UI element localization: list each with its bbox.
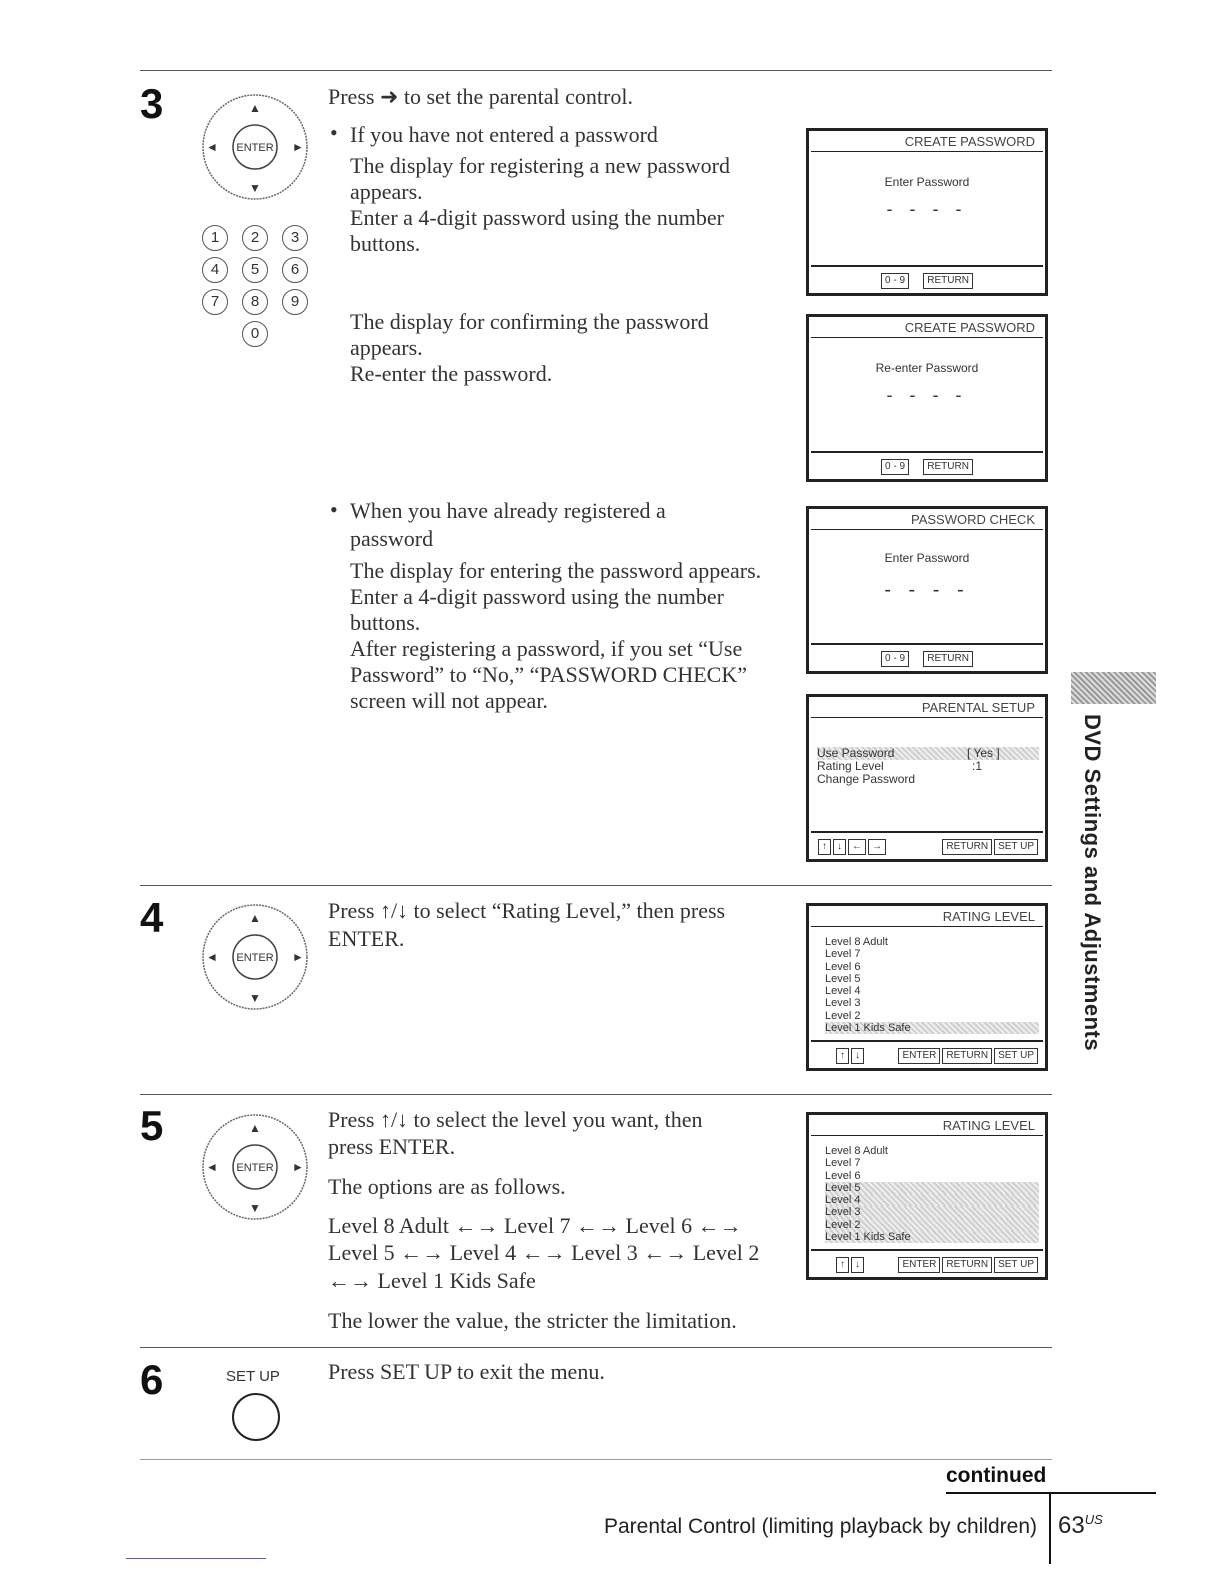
svg-text:▲: ▲ bbox=[249, 1121, 261, 1135]
svg-text:ENTER: ENTER bbox=[236, 142, 274, 154]
step3-b1-line5: The display for confirming the password bbox=[350, 309, 709, 334]
osd-key-return: RETURN bbox=[923, 651, 973, 667]
svg-text:◄: ◄ bbox=[206, 1160, 218, 1174]
step5-line7: The lower the value, the stricter the limitation. bbox=[328, 1308, 737, 1333]
number-button-5: 5 bbox=[242, 257, 268, 283]
step5-line5: Level 5 ←→ Level 4 ←→ Level 3 ←→ Level 2 bbox=[328, 1240, 760, 1265]
step-number-6: 6 bbox=[140, 1356, 164, 1403]
osd-title: PARENTAL SETUP bbox=[921, 700, 1035, 715]
osd-title: RATING LEVEL bbox=[942, 1118, 1035, 1133]
enter-dial-icon bbox=[200, 902, 310, 1012]
osd-title: RATING LEVEL bbox=[942, 909, 1035, 924]
number-button-6: 6 bbox=[282, 257, 308, 283]
svg-text:▲: ▲ bbox=[249, 911, 261, 925]
number-button-9: 9 bbox=[282, 289, 308, 315]
osd-key-return: RETURN bbox=[942, 1048, 992, 1064]
page-number bbox=[1058, 1512, 1103, 1540]
right-arrow-icon: → bbox=[868, 839, 886, 855]
osd-key-setup: SET UP bbox=[994, 839, 1038, 855]
svg-text:▼: ▼ bbox=[249, 1201, 261, 1215]
step3-b2-line5: Password” to “No,” “PASSWORD CHECK” bbox=[350, 662, 748, 687]
osd-level-item: Level 6 bbox=[825, 960, 861, 973]
section-tab-marker bbox=[1071, 672, 1156, 704]
down-arrow-icon: ↓ bbox=[833, 839, 846, 855]
svg-text:▼: ▼ bbox=[249, 991, 261, 1005]
step3-bullet1-heading: If you have not entered a password bbox=[350, 122, 658, 147]
osd-prompt: Re-enter Password bbox=[875, 361, 979, 375]
osd-key-numbers: 0 - 9 bbox=[881, 651, 909, 667]
osd-row-label: Rating Level bbox=[817, 759, 884, 773]
step3-b2-line6: screen will not appear. bbox=[350, 688, 548, 713]
osd-password-dashes: - - - - bbox=[886, 199, 968, 219]
step4-line2: ENTER. bbox=[328, 926, 405, 951]
top-rule bbox=[140, 70, 1052, 71]
osd-level-item: Level 4 bbox=[825, 985, 861, 998]
osd-level-item: Level 6 bbox=[825, 1169, 861, 1182]
osd-key-return: RETURN bbox=[923, 459, 973, 475]
osd-arrow-keys bbox=[835, 1257, 865, 1273]
osd-arrow-keys bbox=[835, 1048, 865, 1064]
osd-level-item: Level 7 bbox=[825, 1157, 861, 1170]
up-arrow-icon: ↑ bbox=[836, 1048, 849, 1064]
osd-title: CREATE PASSWORD bbox=[904, 134, 1035, 149]
osd-key-return: RETURN bbox=[942, 1257, 992, 1273]
osd-parental-list bbox=[817, 747, 1039, 786]
osd-key-return: RETURN bbox=[942, 839, 992, 855]
osd-arrow-keys bbox=[817, 839, 887, 855]
step3-b1-line7: Re-enter the password. bbox=[350, 361, 553, 386]
osd-level-item-selected: Level 1 Kids Safe bbox=[825, 1022, 1039, 1034]
osd-rating-level bbox=[806, 903, 1048, 1071]
osd-level-item: Level 5 bbox=[825, 972, 861, 985]
footer-vertical-rule bbox=[1049, 1494, 1051, 1564]
osd-prompt: Enter Password bbox=[884, 175, 970, 189]
osd-footer bbox=[809, 459, 1045, 475]
bullet-dot: • bbox=[330, 497, 338, 522]
osd-level-item: Level 8 Adult bbox=[825, 936, 888, 948]
osd-key-numbers: 0 - 9 bbox=[881, 273, 909, 289]
step5-line6: ←→ Level 1 Kids Safe bbox=[328, 1268, 536, 1293]
osd-row-label: Use Password bbox=[817, 746, 895, 760]
setup-button-icon bbox=[232, 1393, 280, 1441]
osd-level-item: Level 7 bbox=[825, 948, 861, 961]
continued-rule bbox=[946, 1492, 1156, 1494]
step-divider bbox=[140, 1347, 1052, 1348]
svg-text:▼: ▼ bbox=[249, 181, 261, 195]
step-number-5: 5 bbox=[140, 1102, 164, 1149]
step3-intro: Press ➜ to set the parental control. bbox=[328, 84, 633, 109]
osd-level-item-selected: Level 3 bbox=[825, 1206, 1039, 1218]
step5-line3: The options are as follows. bbox=[328, 1174, 566, 1199]
svg-text:►: ► bbox=[292, 140, 304, 154]
step3-b1-line6: appears. bbox=[350, 335, 423, 360]
step3-bullet2-heading2: password bbox=[350, 526, 434, 551]
osd-rating-level-selection bbox=[806, 1112, 1048, 1280]
step5-line1: Press ↑/↓ to select the level you want, then bbox=[328, 1107, 703, 1132]
step-divider bbox=[140, 1094, 1052, 1095]
osd-password-dashes: - - - - bbox=[886, 385, 968, 405]
osd-key-enter: ENTER bbox=[898, 1048, 940, 1064]
svg-text:▲: ▲ bbox=[249, 101, 261, 115]
svg-text:►: ► bbox=[292, 1160, 304, 1174]
enter-dial-icon bbox=[200, 92, 310, 202]
enter-dial-icon bbox=[200, 1112, 310, 1222]
osd-key-setup: SET UP bbox=[994, 1048, 1038, 1064]
continued-label: continued bbox=[946, 1464, 1047, 1487]
osd-level-item-selected: Level 5 bbox=[825, 1182, 1039, 1194]
osd-row-rating-level bbox=[817, 760, 1039, 773]
step-divider bbox=[140, 885, 1052, 886]
step3-b1-line3: Enter a 4-digit password using the number bbox=[350, 205, 724, 230]
page-number-value: 63 bbox=[1058, 1512, 1085, 1539]
svg-text:►: ► bbox=[292, 950, 304, 964]
up-arrow-icon: ↑ bbox=[818, 839, 831, 855]
osd-footer bbox=[897, 1048, 1039, 1064]
osd-prompt: Enter Password bbox=[884, 551, 970, 565]
step3-b2-line1: The display for entering the password appears. bbox=[350, 558, 762, 583]
step-number-4: 4 bbox=[140, 894, 164, 941]
number-button-3: 3 bbox=[282, 225, 308, 251]
osd-key-setup: SET UP bbox=[994, 1257, 1038, 1273]
step4-line1: Press ↑/↓ to select “Rating Level,” then press bbox=[328, 898, 726, 923]
osd-footer bbox=[941, 839, 1039, 855]
step5-line2: press ENTER. bbox=[328, 1134, 456, 1159]
osd-create-password bbox=[806, 128, 1048, 296]
osd-level-item: Level 8 Adult bbox=[825, 1145, 888, 1157]
step5-line4: Level 8 Adult ←→ Level 7 ←→ Level 6 ←→ bbox=[328, 1213, 742, 1238]
left-arrow-icon: ← bbox=[848, 839, 866, 855]
number-buttons-icon bbox=[202, 225, 312, 355]
osd-level-list bbox=[825, 936, 1039, 1034]
number-button-7: 7 bbox=[202, 289, 228, 315]
section-tab-label: DVD Settings and Adjustments bbox=[1080, 714, 1105, 1052]
osd-password-dashes: - - - - bbox=[884, 579, 970, 601]
osd-parental-setup bbox=[806, 694, 1048, 862]
number-button-8: 8 bbox=[242, 289, 268, 315]
step3-b2-line2: Enter a 4-digit password using the number bbox=[350, 584, 724, 609]
number-button-1: 1 bbox=[202, 225, 228, 251]
step6-line1: Press SET UP to exit the menu. bbox=[328, 1359, 605, 1384]
osd-footer bbox=[809, 273, 1045, 289]
osd-key-return: RETURN bbox=[923, 273, 973, 289]
osd-footer bbox=[897, 1257, 1039, 1273]
down-arrow-icon: ↓ bbox=[851, 1257, 864, 1273]
osd-title: PASSWORD CHECK bbox=[911, 512, 1035, 527]
footer-left-rule bbox=[126, 1558, 266, 1559]
step3-b2-line4: After registering a password, if you set “Use bbox=[350, 636, 743, 661]
bottom-rule bbox=[140, 1459, 1052, 1460]
osd-row-value: :1 bbox=[972, 759, 983, 773]
svg-text:◄: ◄ bbox=[206, 140, 218, 154]
page-number-suffix: US bbox=[1084, 1512, 1103, 1527]
svg-text:ENTER: ENTER bbox=[236, 1162, 274, 1174]
number-button-0: 0 bbox=[242, 321, 268, 347]
up-arrow-icon: ↑ bbox=[836, 1257, 849, 1273]
osd-footer bbox=[809, 651, 1045, 667]
bullet-dot: • bbox=[330, 120, 338, 145]
number-button-4: 4 bbox=[202, 257, 228, 283]
osd-reenter-password bbox=[806, 314, 1048, 482]
osd-title: CREATE PASSWORD bbox=[904, 320, 1035, 335]
osd-level-item-selected: Level 2 bbox=[825, 1219, 1039, 1231]
step3-bullet2-heading1: When you have already registered a bbox=[350, 498, 666, 523]
step3-b2-line3: buttons. bbox=[350, 610, 421, 635]
step3-b1-line4: buttons. bbox=[350, 231, 421, 256]
osd-level-list bbox=[825, 1145, 1039, 1243]
osd-row-value: [ Yes ] bbox=[967, 746, 1000, 760]
osd-level-item: Level 3 bbox=[825, 997, 861, 1010]
osd-level-item: Level 2 bbox=[825, 1009, 861, 1022]
step3-b1-line2: appears. bbox=[350, 179, 423, 204]
osd-password-check bbox=[806, 506, 1048, 674]
osd-key-enter: ENTER bbox=[898, 1257, 940, 1273]
osd-key-numbers: 0 - 9 bbox=[881, 459, 909, 475]
setup-button-label: SET UP bbox=[226, 1368, 280, 1385]
svg-text:ENTER: ENTER bbox=[236, 952, 274, 964]
svg-text:◄: ◄ bbox=[206, 950, 218, 964]
step-number-3: 3 bbox=[140, 80, 164, 127]
step3-b1-line1: The display for registering a new password bbox=[350, 153, 731, 178]
osd-row-change-password: Change Password bbox=[817, 772, 916, 786]
number-button-2: 2 bbox=[242, 225, 268, 251]
down-arrow-icon: ↓ bbox=[851, 1048, 864, 1064]
osd-level-item-selected: Level 1 Kids Safe bbox=[825, 1231, 1039, 1243]
footer-section-title: Parental Control (limiting playback by children) bbox=[604, 1515, 1038, 1538]
osd-level-item-selected: Level 4 bbox=[825, 1194, 1039, 1206]
